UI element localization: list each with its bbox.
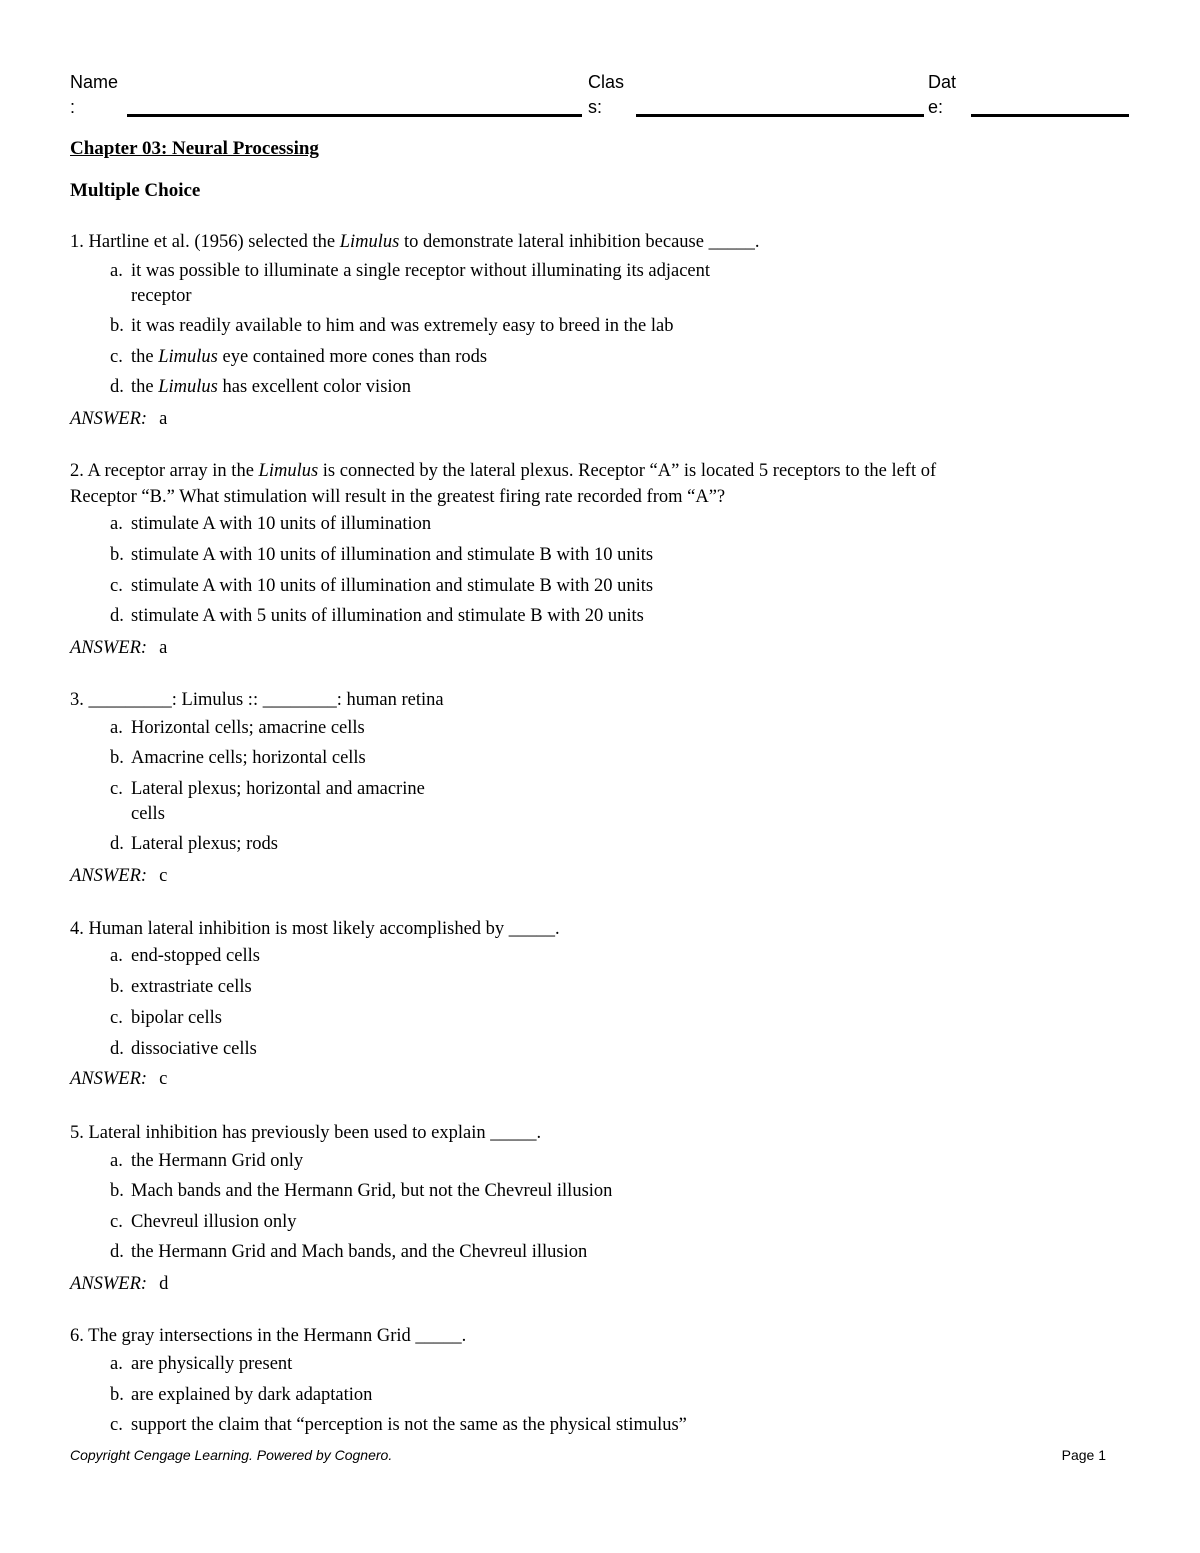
name-label: Name: [70, 72, 119, 92]
question-2-line-2: Receptor “B.” What stimulation will result in the greatest firing rate recorded from “A”?: [70, 487, 726, 507]
section-title: Multiple Choice: [70, 180, 201, 201]
question-3-option-d: d. Lateral plexus; rods: [110, 834, 278, 854]
question-1-answer: ANSWER: a: [70, 409, 168, 429]
question-5-option-a: a. the Hermann Grid only: [110, 1151, 304, 1171]
chapter-title: Chapter 03: Neural Processing: [70, 138, 319, 159]
question-5-option-d: d. the Hermann Grid and Mach bands, and the Chevreul illusion: [110, 1242, 588, 1262]
date-field-line[interactable]: [971, 114, 1129, 117]
question-2: 2. A receptor array in the Limulus is connected by the lateral plexus. Receptor “A” is located 5 receptors to the left of: [70, 461, 937, 481]
question-4-option-d: d. dissociative cells: [110, 1039, 257, 1059]
question-3-option-c: c. Lateral plexus; horizontal and amacrine cells: [110, 779, 425, 824]
question-2-option-a: a. stimulate A with 10 units of illumination: [110, 514, 432, 534]
question-3-answer: ANSWER: c: [70, 866, 168, 886]
question-4-option-a: a. end-stopped cells: [110, 946, 260, 966]
question-1: 1. Hartline et al. (1956) selected the Limulus to demonstrate lateral inhibition because _____.: [70, 232, 760, 252]
question-3-option-b: b. Amacrine cells; horizontal cells: [110, 748, 366, 768]
question-4-answer: ANSWER: c: [70, 1069, 168, 1089]
date-label-suffix: e:: [928, 97, 944, 117]
question-5-answer: ANSWER: d: [70, 1274, 169, 1294]
question-2-answer: ANSWER: a: [70, 638, 168, 658]
question-2-option-b: b. stimulate A with 10 units of illumination and stimulate B with 10 units: [110, 545, 654, 565]
question-6: 6. The gray intersections in the Hermann Grid _____.: [70, 1326, 467, 1346]
footer-copyright: Copyright Cengage Learning. Powered by Cognero.: [70, 1447, 393, 1463]
question-3: 3. _________: Limulus :: ________: human retina: [70, 690, 444, 710]
question-4-option-c: c. bipolar cells: [110, 1008, 222, 1028]
name-label-colon: :: [70, 97, 76, 117]
name-field-line[interactable]: [127, 114, 582, 117]
question-4-option-b: b. extrastriate cells: [110, 977, 252, 997]
question-2-option-d: d. stimulate A with 5 units of illumination and stimulate B with 20 units: [110, 606, 644, 626]
question-6-option-c: c. support the claim that “perception is not the same as the physical stimulus”: [110, 1415, 687, 1435]
footer-page-number: Page 1: [1061, 1447, 1106, 1463]
date-label: Dat: [928, 72, 957, 92]
question-1-option-a: a. it was possible to illuminate a single receptor without illuminating its adjacent receptor: [110, 261, 711, 306]
question-5-option-b: b. Mach bands and the Hermann Grid, but not the Chevreul illusion: [110, 1181, 613, 1201]
class-label: Clas: [588, 72, 625, 92]
question-1-option-d: d. the Limulus has excellent color vision: [110, 377, 412, 397]
question-2-option-c: c. stimulate A with 10 units of illumination and stimulate B with 20 units: [110, 576, 654, 596]
question-4: 4. Human lateral inhibition is most likely accomplished by _____.: [70, 919, 560, 939]
question-5-option-c: c. Chevreul illusion only: [110, 1212, 297, 1232]
class-label-suffix: s:: [588, 97, 603, 117]
class-field-line[interactable]: [636, 114, 924, 117]
question-6-option-b: b. are explained by dark adaptation: [110, 1385, 373, 1405]
question-3-option-a: a. Horizontal cells; amacrine cells: [110, 718, 365, 738]
question-6-option-a: a. are physically present: [110, 1354, 293, 1374]
question-5: 5. Lateral inhibition has previously been used to explain _____.: [70, 1123, 542, 1143]
question-1-option-c: c. the Limulus eye contained more cones than rods: [110, 347, 488, 367]
question-1-option-b: b. it was readily available to him and was extremely easy to breed in the lab: [110, 316, 674, 336]
